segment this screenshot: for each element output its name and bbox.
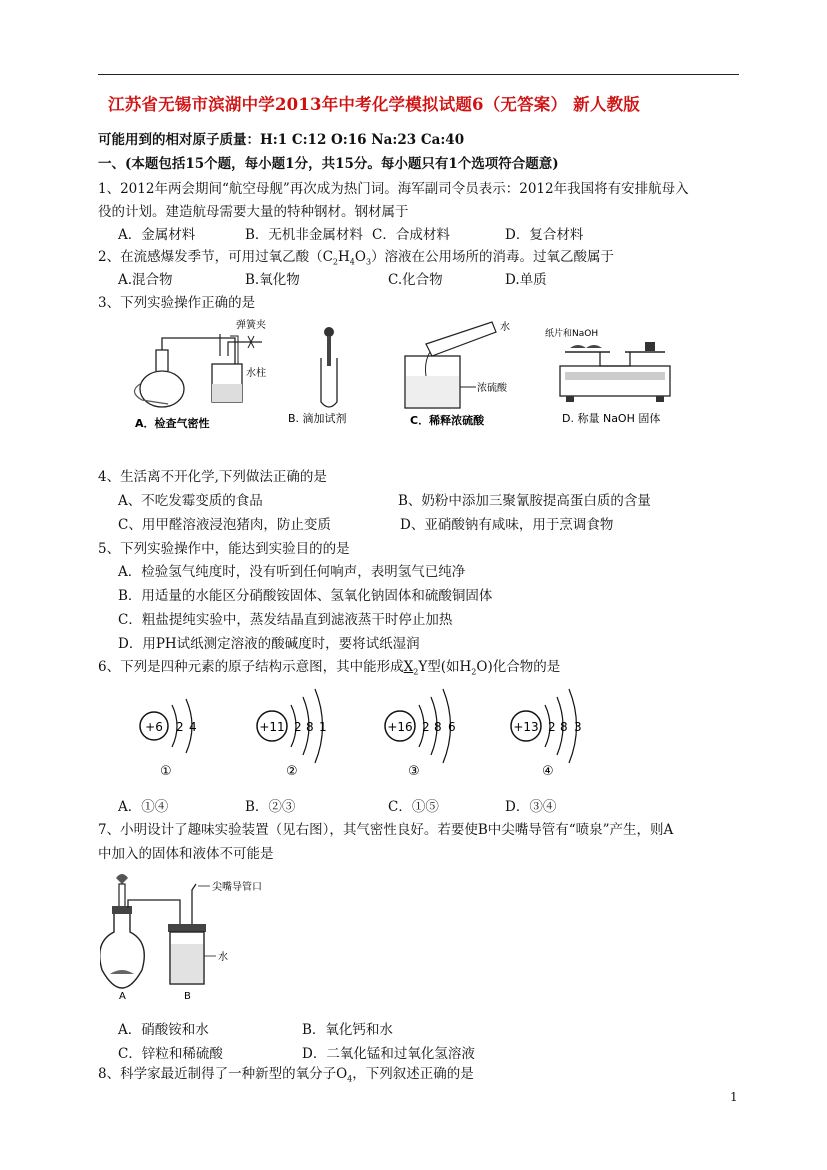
svg-text:8: 8	[306, 720, 314, 734]
q4-option-b: B、奶粉中添加三聚氰胺提高蛋白质的含量	[398, 493, 651, 509]
label-water-column: 水柱	[246, 368, 266, 379]
caption-c: C．稀释浓硫酸	[410, 414, 485, 427]
label-paper-naoh: 纸片和NaOH	[545, 329, 599, 339]
label-clamp: 弹簧夹	[236, 320, 266, 331]
figure-b-dropper	[288, 327, 347, 425]
atom-3-label: ③	[408, 764, 420, 779]
svg-text:2: 2	[294, 720, 302, 734]
q7-stem-line2: 中加入的固体和液体不可能是	[98, 846, 274, 862]
svg-text:2: 2	[422, 720, 430, 734]
section-heading: 一、(本题包括15个题，每小题1分，共15分。每小题只有1个选项符合题意)	[98, 156, 559, 172]
q7-option-b: B．氧化钙和水	[302, 1022, 393, 1038]
q5-option-b: B．用适量的水能区分硝酸铵固体、氢氧化钠固体和硫酸铜固体	[118, 588, 493, 604]
q5-stem: 5、下列实验操作中，能达到实验目的的是	[98, 541, 350, 557]
label-water-b: 水	[218, 952, 228, 963]
q2-option-b: B.氧化物	[245, 272, 300, 288]
q4-option-d: D、亚硝酸钠有咸味，用于烹调食物	[400, 517, 614, 533]
q1-option-d: D．复合材料	[505, 227, 584, 243]
label-nozzle-tube: 尖嘴导管口	[212, 882, 262, 893]
q1-stem-line1: 1、2012年两会期间“航空母舰”再次成为热门词。海军副司令员表示：2012年我国将有安排航母入	[98, 181, 689, 197]
q6-stem: 6、下列是四种元素的原子结构示意图，其中能形成$X_2Y$型(如$H_2O$)化合物的是	[98, 659, 561, 677]
q2-option-d: D.单质	[505, 272, 547, 288]
label-water: 水	[500, 322, 510, 333]
svg-text:+11: +11	[259, 720, 285, 734]
q5-option-a: A．检验氢气纯度时，没有听到任何响声，表明氢气已纯净	[118, 564, 466, 580]
q6-option-a: A．①④	[118, 799, 169, 815]
figure-a-airtightness	[134, 318, 266, 430]
page-title: 江苏省无锡市滨湖中学2013年中考化学模拟试题6（无答案） 新人教版	[108, 95, 640, 114]
q7-stem-line1: 7、小明设计了趣味实验装置（见右图），其气密性良好。若要使B中尖嘴导管有“喷泉”产生，则A	[98, 822, 674, 838]
label-a: A	[119, 991, 126, 1002]
q3-figure	[120, 314, 710, 436]
caption-d: D. 称量 NaOH 固体	[562, 412, 661, 425]
q7-apparatus-figure	[100, 870, 290, 1002]
label-b: B	[184, 991, 191, 1002]
atom-1	[140, 699, 197, 779]
atom-1-label: ①	[160, 764, 172, 779]
q1-option-b: B．无机非金属材料	[245, 227, 363, 243]
q2-option-c: C.化合物	[388, 272, 443, 288]
q1-option-c: C．合成材料	[372, 227, 450, 243]
svg-text:+13: +13	[513, 720, 539, 734]
svg-text:+16: +16	[387, 720, 413, 734]
atom-3	[385, 689, 456, 779]
svg-text:8: 8	[434, 720, 442, 734]
q6-option-b: B．②③	[245, 799, 296, 815]
atom-4	[511, 689, 582, 779]
atom-2	[257, 689, 327, 779]
q3-stem: 3、下列实验操作正确的是	[98, 295, 256, 311]
q1-stem-line2: 役的计划。建造航母需要大量的特种钢材。钢材属于	[98, 204, 409, 220]
figure-d-balance	[545, 327, 670, 425]
svg-text:8: 8	[560, 720, 568, 734]
q4-stem: 4、生活离不开化学,下列做法正确的是	[98, 469, 327, 485]
svg-text:6: 6	[448, 720, 456, 734]
q4-option-c: C、用甲醛溶液浸泡猪肉，防止变质	[118, 517, 331, 533]
q8-stem: 8、科学家最近制得了一种新型的氧分子$O_4$，下列叙述正确的是	[98, 1066, 474, 1084]
q6-option-d: D．③④	[505, 799, 557, 815]
q4-option-a: A、不吃发霉变质的食品	[118, 493, 263, 509]
q6-atom-diagrams	[130, 683, 610, 783]
q5-option-c: C．粗盐提纯实验中，蒸发结晶直到滤液蒸干时停止加热	[118, 612, 453, 628]
figure-c-dilution	[405, 320, 510, 427]
svg-text:4: 4	[189, 720, 197, 734]
q2-option-a: A.混合物	[118, 272, 173, 288]
svg-text:3: 3	[574, 720, 582, 734]
bottle-b	[128, 880, 262, 1002]
label-sulfuric-acid: 浓硫酸	[477, 383, 507, 394]
q5-option-d: D．用PH试纸测定溶液的酸碱度时，要将试纸湿润	[118, 636, 420, 652]
q1-option-a: A．金属材料	[118, 227, 196, 243]
q2-stem: 2、在流感爆发季节，可用过氧乙酸$(C_2H_4O_3)$溶液在公用场所的消毒。过氧乙酸属于	[98, 249, 615, 267]
atom-4-label: ④	[542, 764, 554, 779]
q7-option-d: D．二氧化锰和过氧化氢溶液	[302, 1046, 475, 1062]
caption-a: A．检查气密性	[135, 417, 210, 430]
header-rule	[98, 74, 739, 75]
q7-option-a: A．硝酸铵和水	[118, 1022, 209, 1038]
svg-text:1: 1	[319, 720, 327, 734]
atom-2-label: ②	[286, 764, 298, 779]
page-number: 1	[730, 1090, 738, 1104]
svg-text:2: 2	[176, 720, 184, 734]
caption-b: B. 滴加试剂	[288, 412, 347, 425]
q7-option-c: C．锌粒和稀硫酸	[118, 1046, 223, 1062]
atomic-masses: 可能用到的相对原子质量：H:1 C:12 O:16 Na:23 Ca:40	[98, 132, 465, 148]
svg-text:2: 2	[548, 720, 556, 734]
svg-text:+6: +6	[145, 720, 163, 734]
q6-option-c: C．①⑤	[388, 799, 439, 815]
flask-a	[100, 874, 144, 1002]
